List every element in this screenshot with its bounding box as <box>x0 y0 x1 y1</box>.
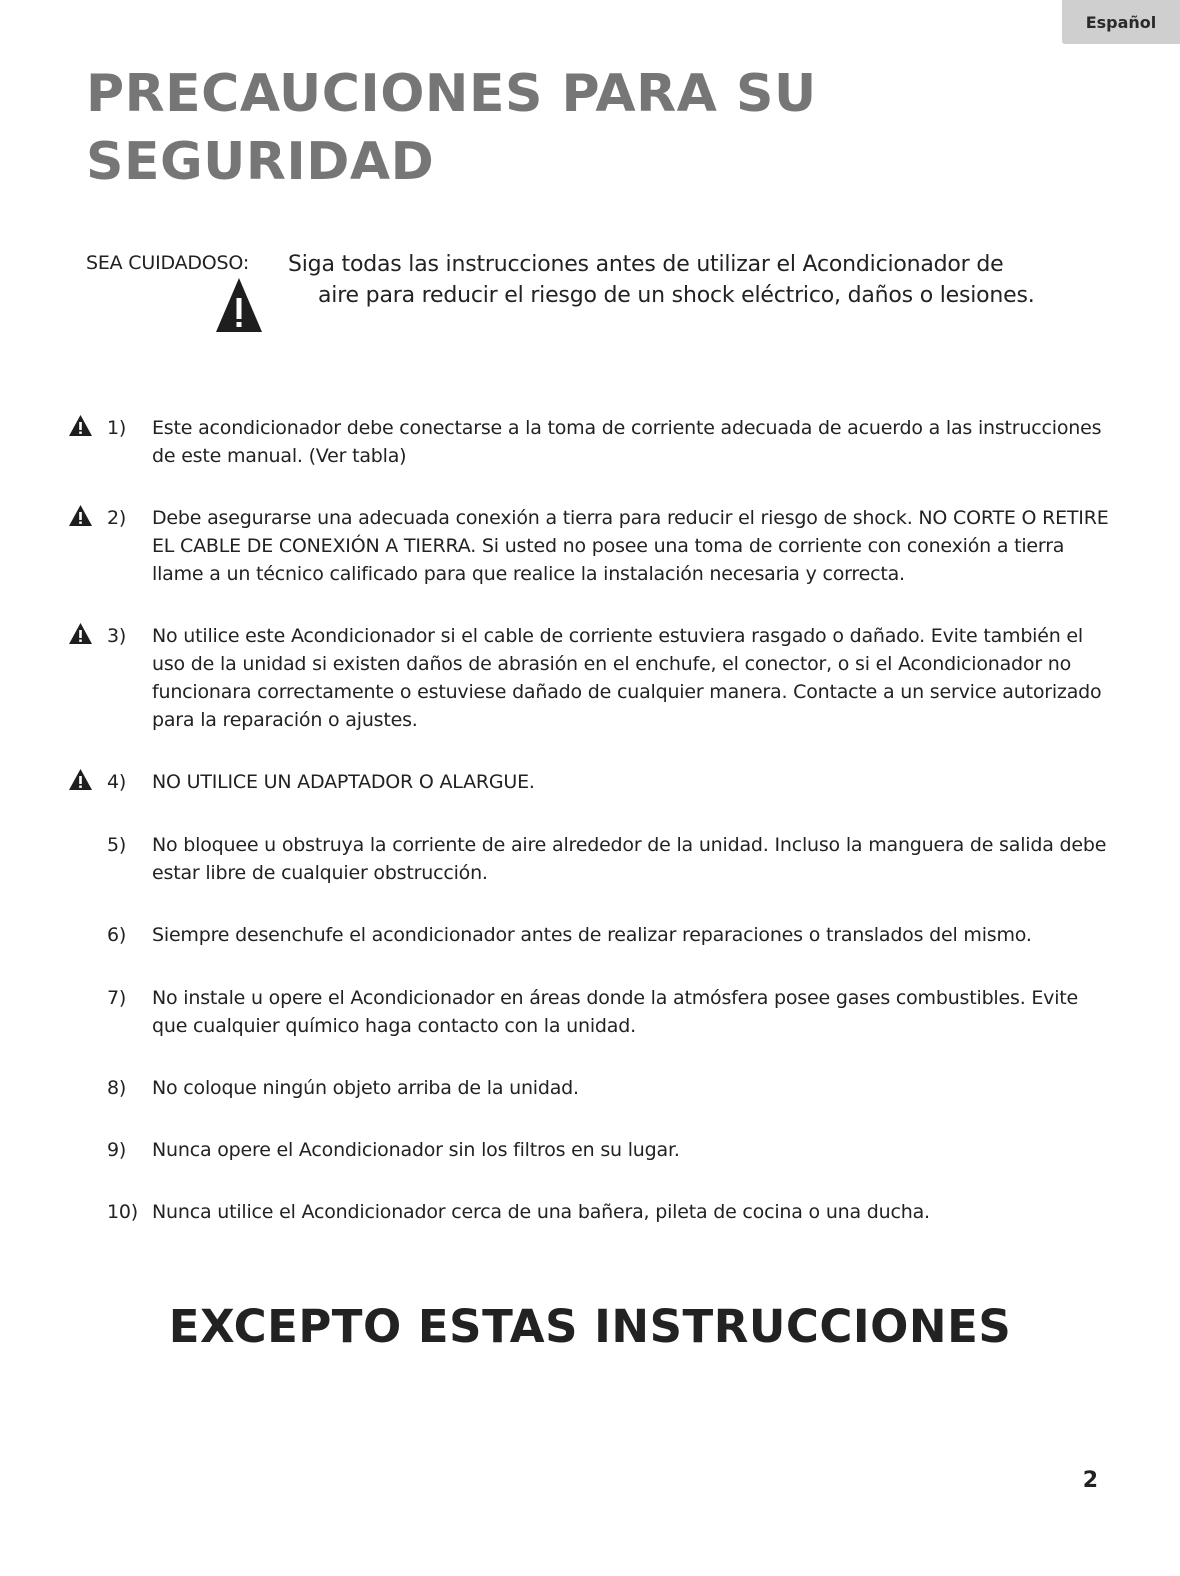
item-number: 7) <box>107 987 127 1009</box>
item-number: 5) <box>107 834 127 856</box>
safety-item <box>0 504 1180 588</box>
intro-line-2: aire para reducir el riesgo de un shock eléctrico, daños o lesiones. <box>318 283 1035 308</box>
safety-item <box>0 414 1180 470</box>
page-number: 2 <box>1082 1468 1098 1493</box>
item-text: No utilice este Acondicionador si el cable de corriente estuviera rasgado o dañado. Evite también el uso de la unidad si existen daños de abrasión en el enchufe, el conector, o si el Acondicionador no funcionara correctamente o estuviese dañado de cualquier manera. Contacte a un service autorizado para la reparación o ajustes. <box>152 625 1102 731</box>
safety-item <box>0 622 1180 734</box>
safety-item <box>0 831 1180 887</box>
item-number: 10) <box>107 1201 138 1223</box>
safety-item <box>0 984 1180 1040</box>
item-text: Este acondicionador debe conectarse a la toma de corriente adecuada de acuerdo a las instrucciones de este manual. (Ver tabla) <box>152 417 1102 467</box>
safety-item <box>0 1074 1180 1102</box>
warning-icon <box>68 504 93 527</box>
item-number: 4) <box>107 771 127 793</box>
item-number: 9) <box>107 1139 127 1161</box>
item-text: Debe asegurarse una adecuada conexión a tierra para reducir el riesgo de shock. NO CORTE O RETIRE EL CABLE DE CONEXIÓN A TIERRA. Si usted no posee una toma de corriente con conexión a tierra llame a un técnico calificado para que realice la instalación necesaria y correcta. <box>152 507 1109 585</box>
language-tab: Español <box>1062 0 1180 44</box>
item-text: Nunca opere el Acondicionador sin los filtros en su lugar. <box>152 1139 680 1161</box>
safety-item <box>0 768 1180 796</box>
item-text: NO UTILICE UN ADAPTADOR O ALARGUE. <box>152 771 535 793</box>
item-text: No bloquee u obstruya la corriente de aire alrededor de la unidad. Incluso la manguera de salida debe estar libre de cualquier obstrucción. <box>152 834 1107 884</box>
closing-heading: EXCEPTO ESTAS INSTRUCCIONES <box>168 1300 1012 1353</box>
warning-icon <box>68 622 93 645</box>
item-text: Siempre desenchufe el acondicionador antes de realizar reparaciones o translados del mismo. <box>152 924 1032 946</box>
page-title: PRECAUCIONES PARA SU SEGURIDAD <box>86 64 817 192</box>
item-number: 3) <box>107 625 127 647</box>
warning-icon <box>68 768 93 791</box>
item-number: 8) <box>107 1077 127 1099</box>
intro-line-1: Siga todas las instrucciones antes de utilizar el Acondicionador de <box>288 252 1004 277</box>
intro-text <box>288 249 1088 311</box>
warning-triangle-icon <box>214 276 264 334</box>
item-number: 1) <box>107 417 127 439</box>
safety-item <box>0 1198 1180 1226</box>
item-text: No coloque ningún objeto arriba de la unidad. <box>152 1077 579 1099</box>
intro-label: SEA CUIDADOSO: <box>86 252 250 274</box>
safety-item <box>0 921 1180 949</box>
safety-list <box>0 414 1180 1226</box>
warning-icon <box>68 414 93 437</box>
item-number: 2) <box>107 507 127 529</box>
safety-item <box>0 1136 1180 1164</box>
item-text: Nunca utilice el Acondicionador cerca de una bañera, pileta de cocina o una ducha. <box>152 1201 930 1223</box>
item-text: No instale u opere el Acondicionador en áreas donde la atmósfera posee gases combustibles. Evite que cualquier químico haga contacto con la unidad. <box>152 987 1079 1037</box>
item-number: 6) <box>107 924 127 946</box>
